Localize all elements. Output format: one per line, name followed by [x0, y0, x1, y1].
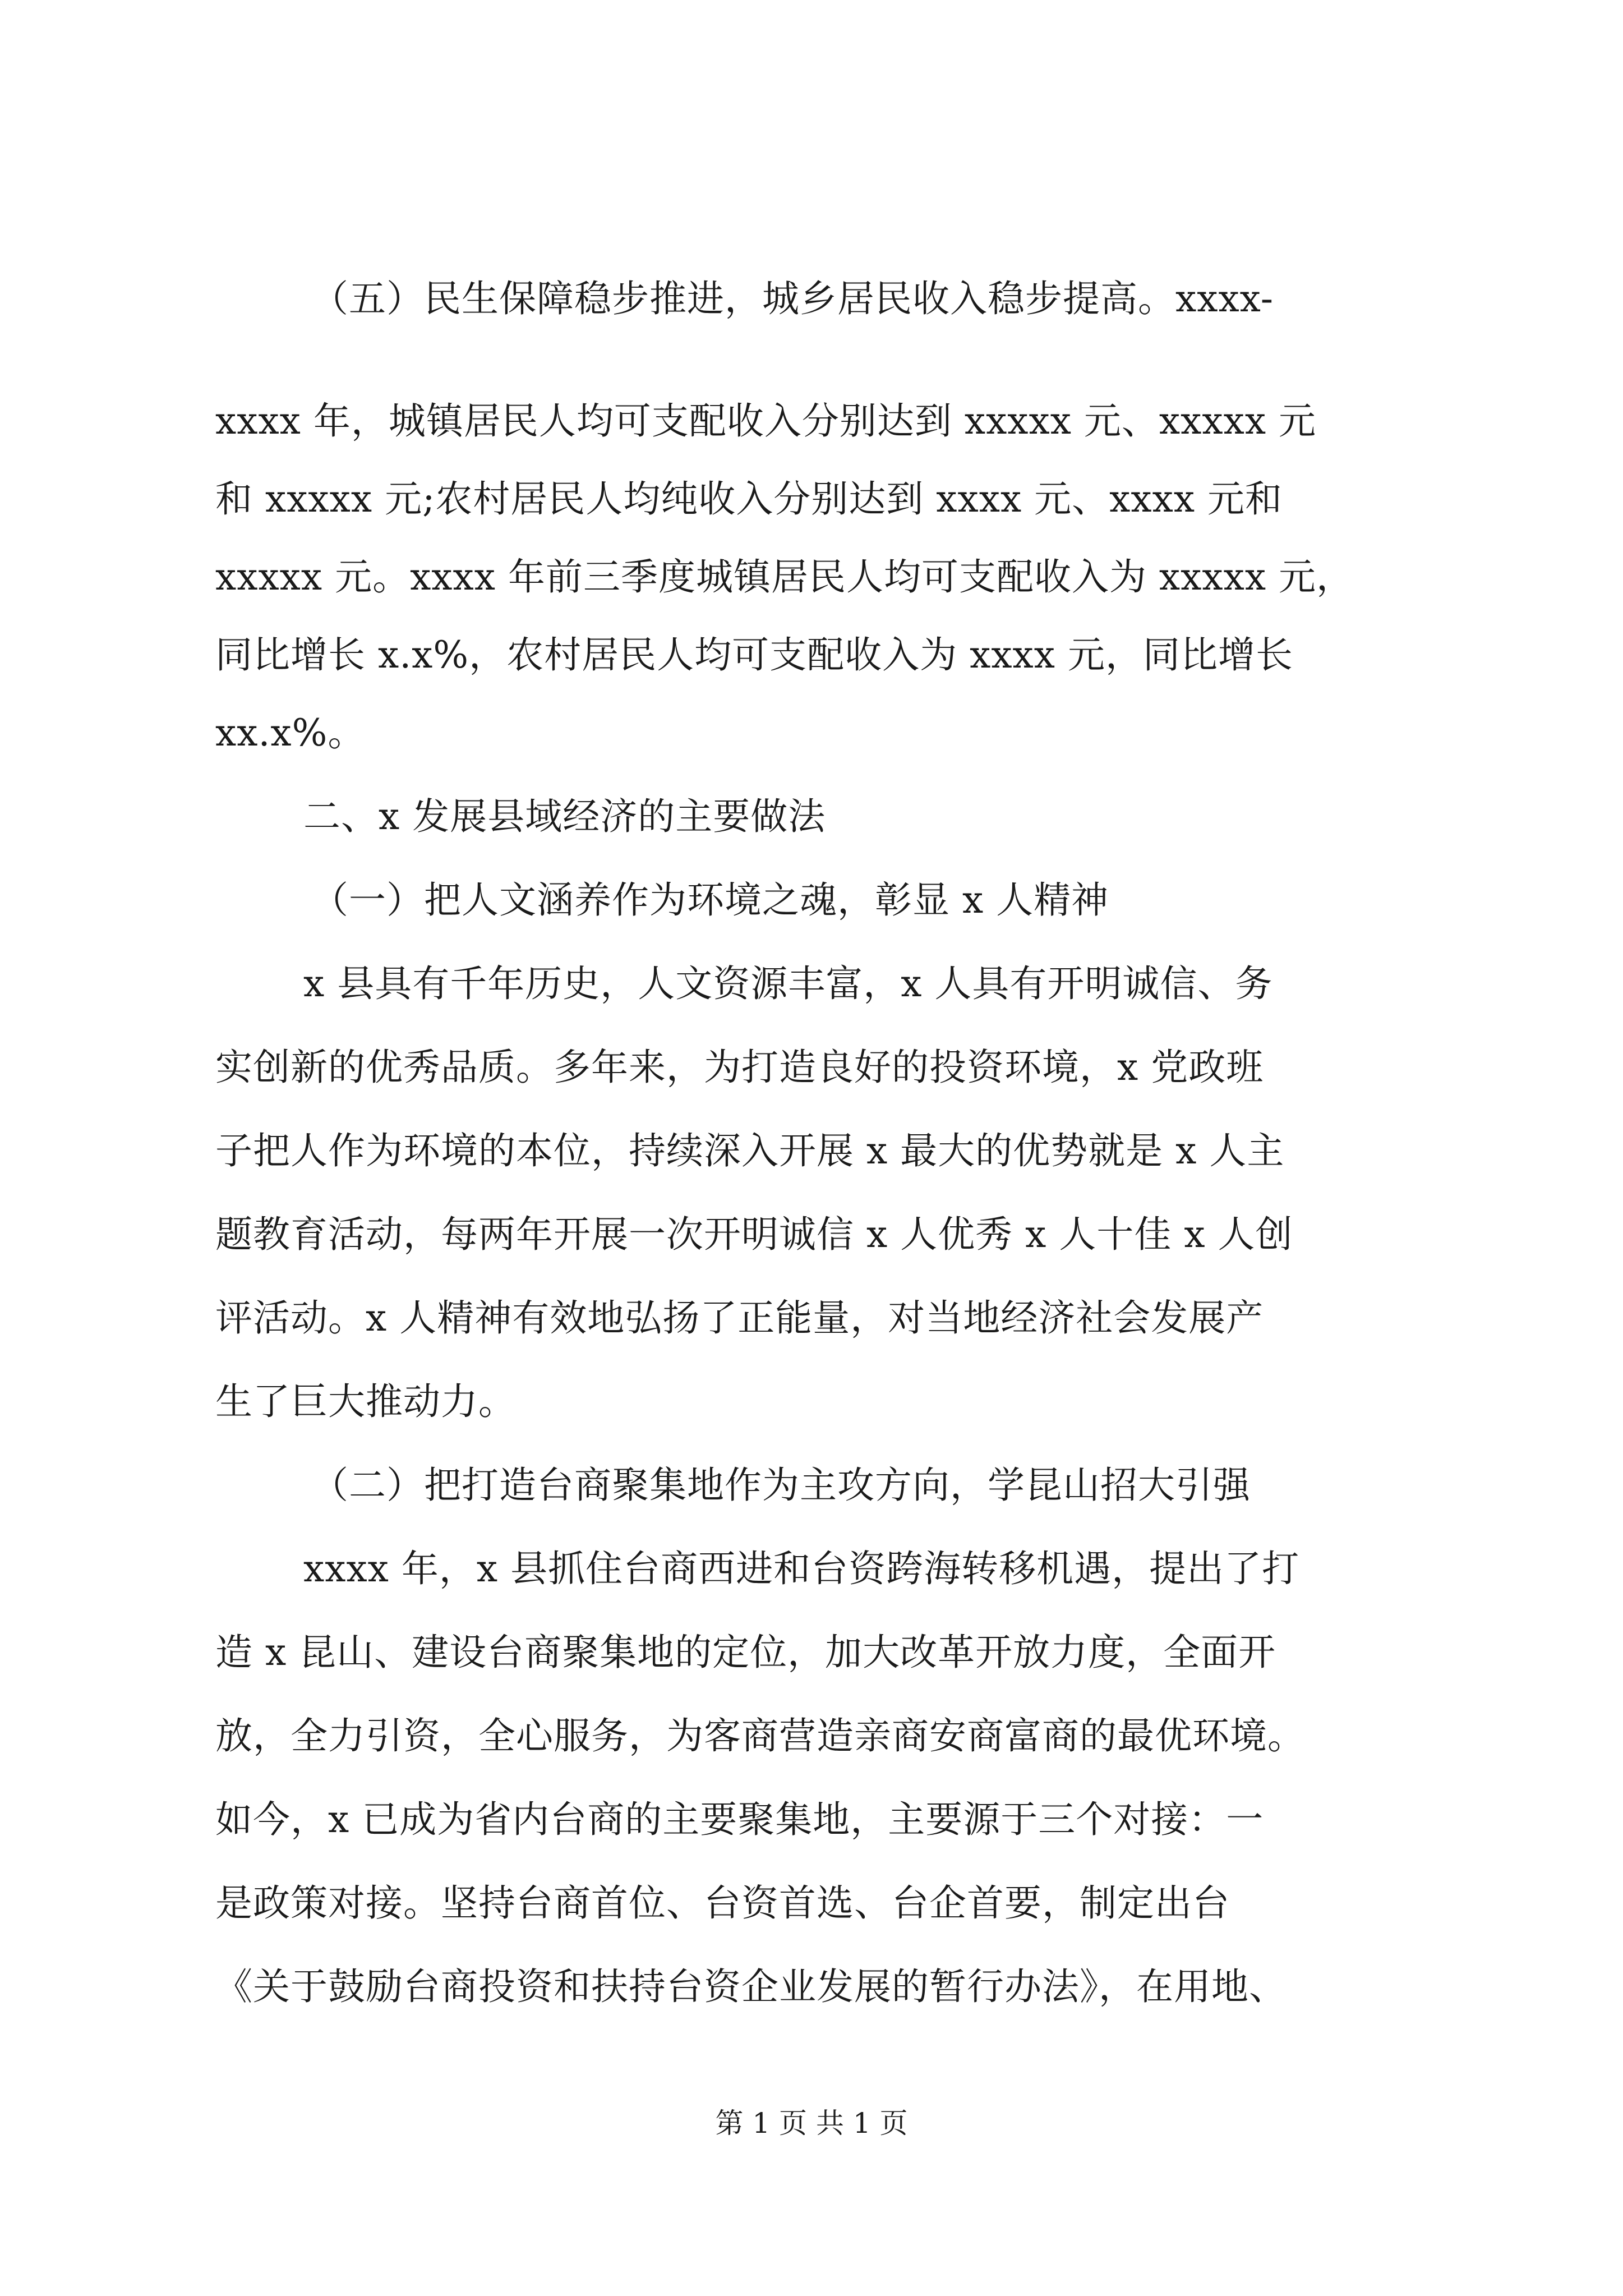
body-text-line: 题教育活动，每两年开展一次开明诚信 x 人优秀 x 人十佳 x 人创	[215, 1213, 1293, 1256]
body-text-line: 和 xxxxx 元;农村居民人均纯收入分别达到 xxxx 元、xxxx 元和	[215, 477, 1283, 521]
body-text-line: xxxxx 元。xxxx 年前三季度城镇居民人均可支配收入为 xxxxx 元，	[215, 555, 1354, 599]
body-text-line: xxxx 年，城镇居民人均可支配收入分别达到 xxxxx 元、xxxxx 元	[215, 399, 1317, 443]
subsection-heading: （二）把打造台商聚集地作为主攻方向，学昆山招大引强	[311, 1464, 1251, 1507]
body-text-line: 造 x 昆山、建设台商聚集地的定位，加大改革开放力度，全面开	[215, 1631, 1276, 1674]
body-text-line: 评活动。x 人精神有效地弘扬了正能量，对当地经济社会发展产	[215, 1296, 1264, 1340]
body-text-line: 如今，x 已成为省内台商的主要聚集地，主要源于三个对接：一	[215, 1798, 1264, 1841]
subsection-heading: （一）把人文涵养作为环境之魂，彰显 x 人精神	[311, 878, 1109, 922]
page-footer: 第 1 页 共 1 页	[715, 2107, 908, 2139]
body-text-line: 同比增长 x.x%，农村居民人均可支配收入为 xxxx 元，同比增长	[215, 633, 1293, 677]
body-text-line: 子把人作为环境的本位，持续深入开展 x 最大的优势就是 x 人主	[215, 1129, 1285, 1172]
body-text-line: 生了巨大推动力。	[215, 1380, 516, 1423]
body-text-line: 放，全力引资，全心服务，为客商营造亲商安商富商的最优环境。	[215, 1714, 1305, 1757]
body-text-line: x 县具有千年历史，人文资源丰富，x 人具有开明诚信、务	[303, 962, 1273, 1005]
body-text-line: 是政策对接。坚持台商首位、台资首选、台企首要，制定出台	[215, 1881, 1230, 1925]
body-text-line: （五）民生保障稳步推进，城乡居民收入稳步提高。xxxx-	[311, 277, 1274, 320]
body-text-line: xx.x%。	[215, 711, 366, 754]
body-text-line: 《关于鼓励台商投资和扶持台资企业发展的暂行办法》，在用地、	[215, 1965, 1287, 2008]
section-heading: 二、x 发展县域经济的主要做法	[303, 795, 826, 838]
body-text-line: 实创新的优秀品质。多年来，为打造良好的投资环境，x 党政班	[215, 1046, 1264, 1089]
body-text-line: xxxx 年，x 县抓住台商西进和台资跨海转移机遇，提出了打	[303, 1547, 1300, 1590]
